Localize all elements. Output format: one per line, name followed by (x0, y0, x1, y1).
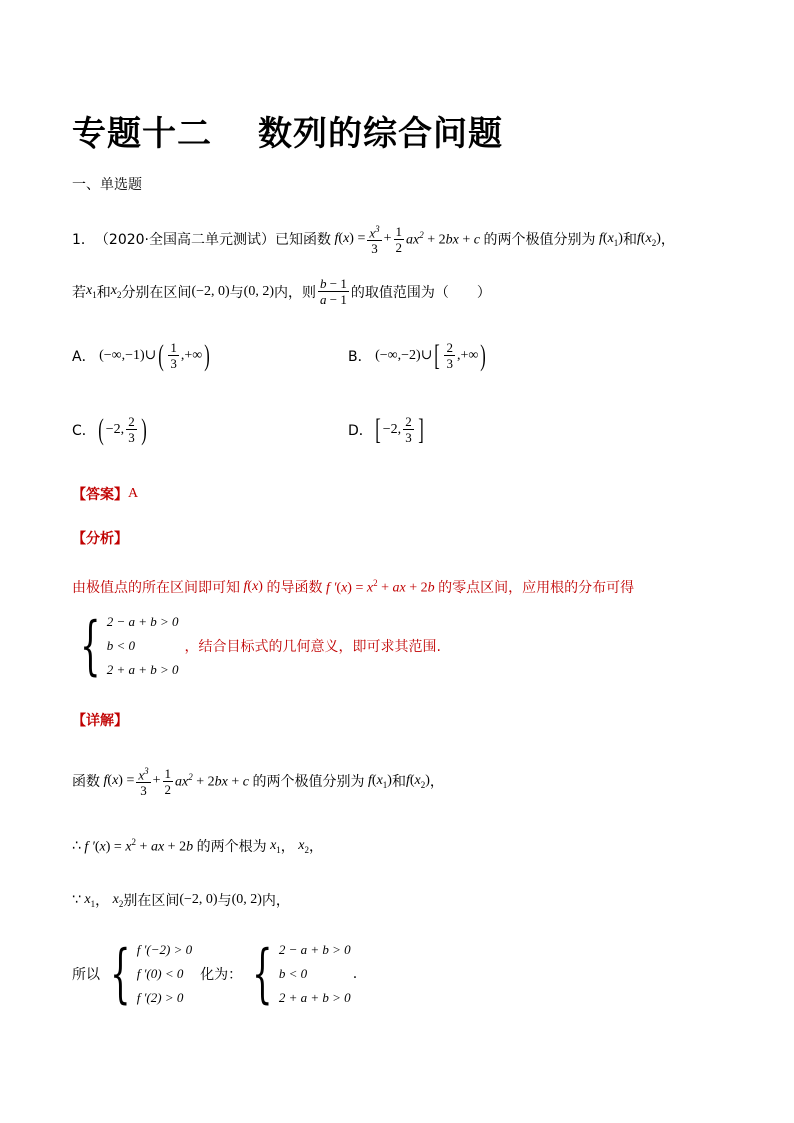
fraction: $\frac{x^3}{3}$ (369, 224, 380, 257)
detail-text: ， (309, 839, 324, 855)
detail-text: 与 (217, 893, 232, 909)
system-row: 2 − a + b > 0 (278, 942, 351, 957)
detail-text: 别在区间 (123, 893, 180, 909)
detail-text: 的两个根为 (196, 839, 267, 855)
analysis-text: 由极值点的所在区间即可知 f(x) 的导函数 f $'(x) = x^2$ + ax + 2b 的零点区间，应用根的分布可得 (72, 577, 635, 596)
detail-text: ∴ (72, 838, 81, 854)
detail-text: ∵ (72, 892, 81, 908)
answer-label: 【答案】 (72, 487, 128, 503)
detail-text: 所以 (72, 967, 100, 983)
system-row: f ′(2) > 0 (136, 990, 184, 1005)
answer-line (72, 484, 138, 504)
option-label: D． (348, 422, 373, 439)
detail-text: . (352, 966, 358, 982)
option-label: B． (348, 348, 372, 365)
system-row: 2 + a + b > 0 (278, 990, 351, 1005)
analysis-text-part: 的零点区间，应用根的分布可得 (438, 580, 635, 596)
system-row: f ′(0) < 0 (136, 966, 184, 981)
system-row: 2 + a + b > 0 (106, 662, 179, 677)
stem-text: 的取值范围为（ ） (350, 284, 491, 301)
detail-text: 的两个极值分别为 (252, 774, 365, 791)
stem-text: ， (660, 232, 675, 249)
question-number: 1． (72, 232, 95, 249)
detail-text: ， (95, 893, 110, 909)
analysis-system (70, 610, 441, 682)
option-d[interactable]: D． [ −2, $\frac{2}{3}$ ] (348, 412, 424, 446)
detail-text: ， (429, 774, 444, 791)
option-a[interactable]: A． (−∞,−1)∪ ( $\frac{1}{3}$ ,+∞ ) (72, 338, 211, 372)
stem-text: 已知函数 (275, 232, 332, 249)
detail-line1: 函数 f(x) = $\frac{x^3}{3}$ + $\frac{1}{2}$ $ax^2 + 2bx + c$ 的两个极值分别为 $f(x_1)$ 和 $f(x_2)$ ， (72, 765, 444, 799)
detail-line2: ∴ f $'(x) = x^2$ + ax + 2b 的两个根为 $x_1$ ， $x_2$ ， (72, 836, 324, 855)
question-stem-line2: 若 $x_1$ 和 $x_2$ 分别在区间 (−2, 0) 与 (0, 2) 内，则 $\frac{b - 1}{a - 1}$ 的取值范围为（ ） (72, 276, 491, 307)
detail-line3: ∵ $x_1$ ， $x_2$ 别在区间 (−2, 0) 与 (0, 2) 内， (72, 891, 290, 909)
system-row: b < 0 (106, 638, 135, 653)
option-c[interactable]: C． ( −2, $\frac{2}{3}$ ) (72, 412, 147, 446)
stem-text: 和 (96, 284, 111, 301)
stem-text: 与 (229, 284, 244, 301)
title-left: 专题十二 (72, 114, 212, 154)
detail-label: 【详解】 (72, 713, 128, 729)
option-b[interactable]: B． (−∞,−2)∪ [ $\frac{2}{3}$ ,+∞ ) (348, 338, 487, 372)
system-row: b < 0 (278, 966, 308, 981)
detail-text: 和 (391, 774, 406, 791)
analysis-label: 【分析】 (72, 531, 128, 547)
detail-line4 (72, 938, 357, 1010)
title-right: 数列的综合问题 (258, 114, 503, 154)
brace-icon: { (110, 937, 131, 1011)
option-label: A． (72, 348, 96, 365)
detail-text: 函数 (72, 774, 100, 791)
stem-text: 若 (72, 284, 86, 301)
analysis-after: ，结合目标式的几何意义，即可求其范围. (184, 639, 441, 655)
stem-text: 内，则 (274, 284, 316, 301)
detail-text: ， (280, 839, 295, 855)
question-stem-line1: 1． （2020·全国高二单元测试） 已知函数 f(x) = $\frac{x^3}{3}$ + $\frac{1}{2}$ $ax^2 + 2bx + c$ 的两个极值分别为 $f(x_1)$ 和 $f(x_2)$ ， (72, 223, 675, 257)
question-source: （2020·全国高二单元测试） (94, 232, 276, 249)
detail-text: 内， (261, 893, 290, 909)
analysis-text-part: 的导函数 (266, 580, 323, 596)
detail-text: 化为： (200, 967, 243, 983)
stem-text: 和 (622, 232, 637, 249)
option-label: C． (72, 422, 96, 439)
fraction: $\frac{b - 1}{a - 1}$ (320, 276, 347, 307)
answer-value: A (128, 486, 139, 501)
fraction: $\frac{1}{2}$ (395, 223, 403, 255)
section-heading: 一、单选题 (72, 177, 142, 193)
stem-text: 的两个极值分别为 (483, 232, 596, 249)
function-expr: f(x) = (331, 231, 366, 247)
page-title (72, 106, 503, 155)
system-row: f ′(−2) > 0 (136, 942, 193, 957)
stem-text: 分别在区间 (121, 284, 192, 301)
brace-icon: { (80, 609, 101, 683)
brace-icon: { (252, 937, 273, 1011)
analysis-text-part: 由极值点的所在区间即可知 (72, 580, 240, 596)
system-row: 2 − a + b > 0 (106, 614, 179, 629)
